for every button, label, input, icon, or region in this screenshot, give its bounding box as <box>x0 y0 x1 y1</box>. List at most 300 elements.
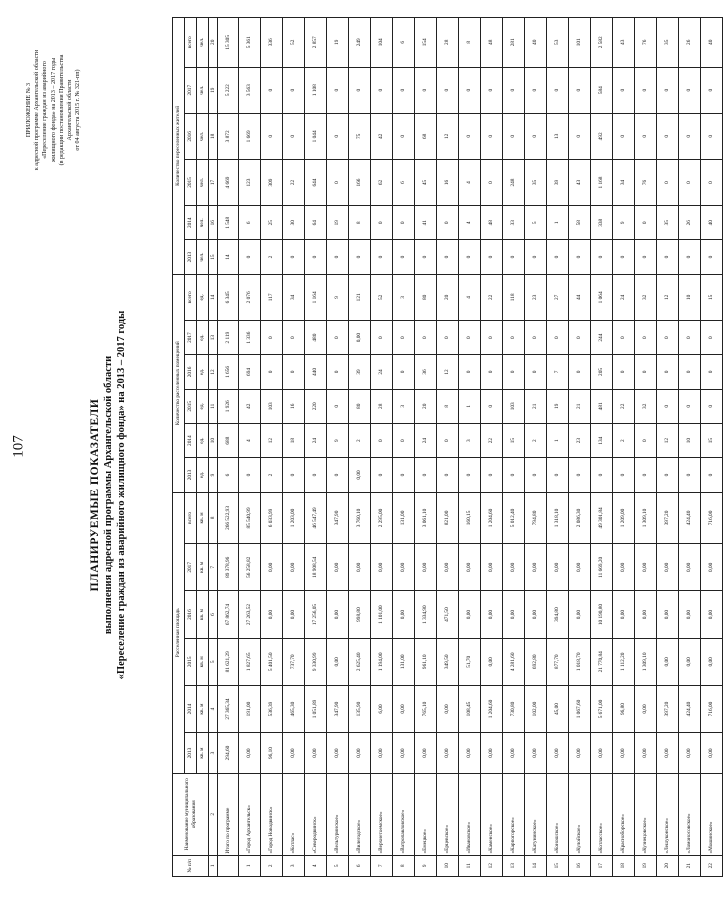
table-cell: 24 <box>613 274 635 320</box>
table-cell: 0 <box>679 240 701 274</box>
header-year-people: 2016 <box>185 113 197 159</box>
table-cell: 1 318,10 <box>547 492 569 544</box>
row-number: 21 <box>679 855 701 876</box>
table-cell: 12 <box>437 355 459 389</box>
row-number: 16 <box>569 855 591 876</box>
table-cell: 0,00 <box>437 544 459 591</box>
table-cell: 0,00 <box>525 733 547 774</box>
table-cell: 2 119 <box>218 320 239 354</box>
table-cell: 0 <box>635 206 657 240</box>
header-name: Наименование муниципального образования <box>173 773 209 855</box>
municipality-name: «Город Архангельск» <box>239 773 261 855</box>
table-cell: 0 <box>569 113 591 159</box>
table-cell: 249 <box>349 18 371 68</box>
table-cell: 336 <box>261 18 283 68</box>
table-cell: 0 <box>591 458 613 492</box>
table-cell: 294,60 <box>218 733 239 774</box>
municipality-name: «Северодвинск» <box>305 773 327 855</box>
table-cell: 1 <box>547 423 569 457</box>
table-cell: 4 <box>459 159 481 205</box>
table-cell: 716,00 <box>701 685 723 732</box>
table-cell: 0 <box>481 159 503 205</box>
table-cell: 85 540,99 <box>239 492 261 544</box>
table-cell: 3 <box>393 274 415 320</box>
table-cell: 424,40 <box>679 492 701 544</box>
table-cell: 123 <box>239 159 261 205</box>
table-cell: 0 <box>701 458 723 492</box>
table-cell: 0,00 <box>459 733 481 774</box>
table-cell: 42 <box>371 113 393 159</box>
table-cell: 0 <box>657 320 679 354</box>
header-unit-rooms: ед. <box>197 423 209 457</box>
table-cell: 0 <box>393 320 415 354</box>
table-cell: 349,50 <box>437 638 459 685</box>
table-cell: 0,00 <box>591 733 613 774</box>
table-cell: 1 336 <box>239 320 261 354</box>
table-cell: 0 <box>613 113 635 159</box>
table-cell: 0 <box>503 113 525 159</box>
table-cell: 205 <box>591 355 613 389</box>
table-cell: 0 <box>459 67 481 113</box>
row-number: 11 <box>459 855 481 876</box>
table-cell: 0 <box>679 67 701 113</box>
column-number: 7 <box>209 544 218 591</box>
table-cell: 737,70 <box>283 638 305 685</box>
table-cell: 0,00 <box>569 591 591 638</box>
table-cell: 0 <box>701 159 723 205</box>
table-cell: 2 086,30 <box>569 492 591 544</box>
table-cell: 281 <box>503 18 525 68</box>
table-cell: 0,00 <box>459 591 481 638</box>
table-row <box>218 18 239 877</box>
header-unit-people: чел. <box>197 113 209 159</box>
table-cell: 43 <box>613 18 635 68</box>
header-unit-rooms: ед. <box>197 320 209 354</box>
table-cell: 4 <box>459 274 481 320</box>
table-cell: 5 222 <box>218 67 239 113</box>
header-year-rooms: 2014 <box>185 423 197 457</box>
table-cell: 49 301,84 <box>591 492 613 544</box>
table-cell: 0 <box>635 67 657 113</box>
row-number: 5 <box>327 855 349 876</box>
table-cell: 0 <box>393 67 415 113</box>
table-cell: 0 <box>239 240 261 274</box>
row-number: 7 <box>371 855 393 876</box>
table-cell: 0 <box>459 240 481 274</box>
table-cell: 33 <box>503 206 525 240</box>
table-cell: 17 256,05 <box>305 591 327 638</box>
table-cell: 1 204,60 <box>481 685 503 732</box>
table-cell: 244 <box>591 320 613 354</box>
table-cell: 1 108 <box>305 67 327 113</box>
table-cell: 0 <box>613 320 635 354</box>
table-cell: 0 <box>283 458 305 492</box>
table-cell: 46 547,49 <box>305 492 327 544</box>
table-cell: 0,00 <box>679 591 701 638</box>
table-cell: 0 <box>679 389 701 423</box>
table-cell: 0,00 <box>415 733 437 774</box>
table-cell: 6 <box>239 206 261 240</box>
column-number: 20 <box>209 18 218 68</box>
appendix-line: «Переселение граждан из аварийного <box>42 61 49 159</box>
table-cell: 0 <box>371 423 393 457</box>
column-number: 14 <box>209 274 218 320</box>
table-cell: 0,00 <box>701 733 723 774</box>
table-cell: 694 <box>239 355 261 389</box>
table-cell: 0 <box>261 113 283 159</box>
row-number: 10 <box>437 855 459 876</box>
table-cell: 0,00 <box>613 733 635 774</box>
table-cell: 0,00 <box>613 544 635 591</box>
table-cell: 21 770,84 <box>591 638 613 685</box>
table-cell: 3 <box>459 423 481 457</box>
table-cell: 0,00 <box>635 733 657 774</box>
table-cell: 0 <box>437 240 459 274</box>
table-row <box>635 18 657 877</box>
municipality-name: «Красноборское» <box>613 773 635 855</box>
table-cell: 0 <box>459 113 481 159</box>
table-cell: 25 <box>261 206 283 240</box>
table-row <box>701 18 723 877</box>
table-cell: 15 <box>701 423 723 457</box>
table-cell: 0,00 <box>371 544 393 591</box>
table-cell: 44 <box>569 274 591 320</box>
table-cell: 10 190,80 <box>591 591 613 638</box>
header-unit-area: кв. м <box>197 733 209 774</box>
table-cell: 0 <box>657 458 679 492</box>
table-cell: 32 <box>635 389 657 423</box>
table-cell: 0,00 <box>481 733 503 774</box>
table-cell: 1 656 <box>218 355 239 389</box>
table-cell: 4 669 <box>218 159 239 205</box>
table-cell: 1 204,60 <box>481 492 503 544</box>
table-cell: 0 <box>327 240 349 274</box>
table-cell: 0 <box>613 355 635 389</box>
table-cell: 0,00 <box>327 544 349 591</box>
table-cell: 7 <box>547 355 569 389</box>
table-cell: 191,00 <box>239 685 261 732</box>
table-cell: 1 203,00 <box>283 492 305 544</box>
table-cell: 0 <box>569 320 591 354</box>
table-cell: 80 <box>415 274 437 320</box>
table-cell: 0,00 <box>635 591 657 638</box>
header-year-area: 2017 <box>185 544 197 591</box>
table-cell: 131,00 <box>393 492 415 544</box>
table-cell: 2 <box>261 458 283 492</box>
table-cell: 0 <box>547 240 569 274</box>
table-cell: 0 <box>327 389 349 423</box>
table-cell: 248 <box>503 159 525 205</box>
municipality-name: «Коношское» <box>547 773 569 855</box>
table-cell: 716,00 <box>701 492 723 544</box>
table-cell: 0 <box>569 67 591 113</box>
header-unit-rooms: ед. <box>197 458 209 492</box>
table-cell: 3 872 <box>218 113 239 159</box>
row-number: 19 <box>635 855 657 876</box>
table-cell: 440 <box>305 355 327 389</box>
table-row <box>239 18 261 877</box>
header-unit-people: чел. <box>197 18 209 68</box>
municipality-name: «Емецкое» <box>415 773 437 855</box>
table-cell: 0 <box>393 355 415 389</box>
table-cell: 1 334,90 <box>415 591 437 638</box>
table-cell: 5 <box>525 206 547 240</box>
table-cell: 0 <box>503 355 525 389</box>
table-cell: 51,70 <box>459 638 481 685</box>
table-cell: 0 <box>525 113 547 159</box>
table-cell: 0 <box>393 240 415 274</box>
document-heading <box>88 265 128 725</box>
table-cell: 0 <box>503 458 525 492</box>
table-cell: 0 <box>459 458 481 492</box>
table-cell: 18 908,54 <box>305 544 327 591</box>
table-cell: 0 <box>503 240 525 274</box>
table-cell: 0 <box>569 458 591 492</box>
table-cell: 0 <box>437 320 459 354</box>
table-cell: 0,00 <box>635 685 657 732</box>
table-cell: 0,00 <box>349 733 371 774</box>
header-year-rooms: 2013 <box>185 458 197 492</box>
column-number: 16 <box>209 206 218 240</box>
appendix-line: жилищного фонда» на 2013 – 2017 годы <box>50 57 57 163</box>
column-number: 3 <box>209 733 218 774</box>
table-cell: 45,00 <box>547 685 569 732</box>
column-numbers-row <box>209 18 218 877</box>
table-cell: 688 <box>218 423 239 457</box>
table-cell: 21 <box>525 389 547 423</box>
table-cell: 0,00 <box>569 544 591 591</box>
header-year-area: 2013 <box>185 733 197 774</box>
table-cell: 40 <box>701 18 723 68</box>
table-cell: 1 <box>547 206 569 240</box>
table-cell: 1 112,20 <box>613 638 635 685</box>
table-cell: 0 <box>613 458 635 492</box>
table-cell: 96,10 <box>261 733 283 774</box>
row-number: 20 <box>657 855 679 876</box>
table-cell: 13 <box>547 113 569 159</box>
table-cell: 28 <box>371 389 393 423</box>
table-cell: 1 926 <box>218 389 239 423</box>
table-cell: 30 <box>283 206 305 240</box>
table-cell: 1 827,65 <box>239 638 261 685</box>
table-cell: 0 <box>701 389 723 423</box>
appendix-line: к адресной программе Архангельской области <box>34 49 41 171</box>
table-cell: 0 <box>547 320 569 354</box>
row-number: 9 <box>415 855 437 876</box>
header-unit-rooms: ед. <box>197 389 209 423</box>
table-cell: 3 760,10 <box>349 492 371 544</box>
table-cell: 20 <box>437 274 459 320</box>
appendix-block <box>25 15 82 205</box>
table-cell: 0,00 <box>327 591 349 638</box>
table-row <box>283 18 305 877</box>
column-number: 15 <box>209 240 218 274</box>
table-cell: 134 <box>591 423 613 457</box>
table-cell: 28 <box>437 18 459 68</box>
table-cell: 0 <box>525 320 547 354</box>
table-cell: 0 <box>701 67 723 113</box>
table-cell: 104 <box>371 18 393 68</box>
table-cell: 394,80 <box>547 591 569 638</box>
table-cell: 794,80 <box>525 492 547 544</box>
table-cell: 0 <box>327 113 349 159</box>
table-cell: 5 671,00 <box>591 685 613 732</box>
table-cell: 0 <box>481 113 503 159</box>
table-cell: 0 <box>701 240 723 274</box>
header-unit-people: чел. <box>197 240 209 274</box>
table-cell: 0 <box>525 67 547 113</box>
header-unit-people: чел. <box>197 159 209 205</box>
table-cell: 0 <box>635 355 657 389</box>
table-cell: 338 <box>591 206 613 240</box>
table-cell: 15 <box>701 274 723 320</box>
table-cell: 5 012,40 <box>503 492 525 544</box>
header-year-rooms: 2017 <box>185 320 197 354</box>
table-cell: 0 <box>327 355 349 389</box>
table-cell: 0 <box>393 458 415 492</box>
table-cell: 0 <box>283 113 305 159</box>
appendix-line: от 04 августа 2015 г. № 321-пп) <box>75 69 82 151</box>
table-cell: 0 <box>283 67 305 113</box>
table-cell: 2 625,40 <box>349 638 371 685</box>
table-cell: 0,00 <box>657 591 679 638</box>
table-cell: 0 <box>393 206 415 240</box>
header-year-area: 2014 <box>185 685 197 732</box>
table-cell: 1 209,00 <box>613 492 635 544</box>
table-cell: 220 <box>305 389 327 423</box>
document-subtitle: выполнения адресной программы Архангельской области <box>103 355 114 635</box>
table-cell: 10 <box>679 274 701 320</box>
table-cell: 0 <box>679 320 701 354</box>
table-cell: 39 <box>547 159 569 205</box>
table-cell: 0,00 <box>481 638 503 685</box>
table-cell: 0 <box>371 240 393 274</box>
table-cell: 0 <box>481 389 503 423</box>
header-unit-rooms: ед. <box>197 355 209 389</box>
table-cell: 0 <box>481 67 503 113</box>
table-cell: 3 563 <box>239 67 261 113</box>
row-number: 15 <box>547 855 569 876</box>
row-number: 1 <box>239 855 261 876</box>
table-cell: 27 <box>547 274 569 320</box>
table-cell: 0 <box>437 423 459 457</box>
table-cell: 0 <box>305 240 327 274</box>
table-cell: 0 <box>503 320 525 354</box>
municipality-name: «Верхнетоемское» <box>371 773 393 855</box>
row-number <box>218 855 239 876</box>
table-cell: 22 <box>481 423 503 457</box>
table-cell: 0 <box>261 355 283 389</box>
table-cell: 0,00 <box>283 544 305 591</box>
header-unit-people: чел. <box>197 206 209 240</box>
table-cell: 0,00 <box>613 591 635 638</box>
table-cell: 1 194,00 <box>371 638 393 685</box>
table-cell: 471,50 <box>437 591 459 638</box>
column-number: 12 <box>209 355 218 389</box>
table-cell: 0,00 <box>547 733 569 774</box>
header-unit-people: чел. <box>197 67 209 113</box>
table-cell: 2 582 <box>591 18 613 68</box>
table-cell: 0,00 <box>261 544 283 591</box>
table-cell: 0,00 <box>547 544 569 591</box>
table-cell: 397,20 <box>657 492 679 544</box>
table-row <box>525 18 547 877</box>
table-cell: 0 <box>613 67 635 113</box>
table-cell: 76 <box>635 159 657 205</box>
table-cell: 0 <box>657 159 679 205</box>
table-row <box>613 18 635 877</box>
table-cell: 9 330,99 <box>305 638 327 685</box>
table-cell: 0 <box>327 67 349 113</box>
row-number: 3 <box>283 855 305 876</box>
table-cell: 0 <box>437 206 459 240</box>
table-cell: 131,00 <box>393 638 415 685</box>
table-cell: 68 <box>415 113 437 159</box>
table-cell: 0,00 <box>525 591 547 638</box>
table-cell: 0 <box>393 423 415 457</box>
table-cell: 0,00 <box>437 733 459 774</box>
table-cell: 24 <box>305 423 327 457</box>
table-cell: 0 <box>569 240 591 274</box>
table-cell: 27 263,52 <box>239 591 261 638</box>
appendix-line: (в редакции постановления Правительства <box>58 54 65 166</box>
table-cell: 0,00 <box>459 544 481 591</box>
municipality-name: «Карпогорское» <box>503 773 525 855</box>
table-cell: 0,00 <box>481 544 503 591</box>
table-cell: 102,00 <box>525 685 547 732</box>
table-cell: 0 <box>679 355 701 389</box>
header-year-area: 2015 <box>185 638 197 685</box>
table-cell: 1 <box>459 389 481 423</box>
appendix-line: ПРИЛОЖЕНИЕ № 3 <box>26 82 32 138</box>
table-cell: 135,90 <box>349 685 371 732</box>
table-cell: 121 <box>349 274 371 320</box>
table-cell: 1 018,70 <box>569 638 591 685</box>
municipality-name: «Вельтуринское» <box>327 773 349 855</box>
table-cell: 5 401,50 <box>261 638 283 685</box>
table-cell: 32 <box>635 274 657 320</box>
table-cell: 0 <box>481 355 503 389</box>
row-number: 12 <box>481 855 503 876</box>
column-number: 19 <box>209 67 218 113</box>
table-cell: 0 <box>657 355 679 389</box>
header-num: № п/п <box>173 855 209 876</box>
table-cell: 3 <box>393 389 415 423</box>
table-cell: 35 <box>525 159 547 205</box>
table-cell: 48 <box>481 18 503 68</box>
table-cell: 0 <box>613 240 635 274</box>
table-cell: 56 258,82 <box>239 544 261 591</box>
table-cell: 0 <box>481 240 503 274</box>
header-unit-area: кв. м <box>197 591 209 638</box>
table-cell: 0,00 <box>503 733 525 774</box>
table-cell: 347,90 <box>327 685 349 732</box>
table-cell: 2 <box>261 240 283 274</box>
municipality-name: Итого по программе <box>218 773 239 855</box>
table-row <box>261 18 283 877</box>
municipality-name: «Ерцевское» <box>437 773 459 855</box>
table-cell: 2 076 <box>239 274 261 320</box>
table-cell: 309 <box>261 159 283 205</box>
table-cell: 118 <box>503 274 525 320</box>
table-cell: 22 <box>283 159 305 205</box>
header-units-row <box>197 18 209 877</box>
header-total-area: всего <box>185 492 197 544</box>
header-unit-rooms: ед. <box>197 274 209 320</box>
table-cell: 6 <box>393 18 415 68</box>
table-cell: 22 <box>481 274 503 320</box>
table-cell: 12 <box>657 274 679 320</box>
